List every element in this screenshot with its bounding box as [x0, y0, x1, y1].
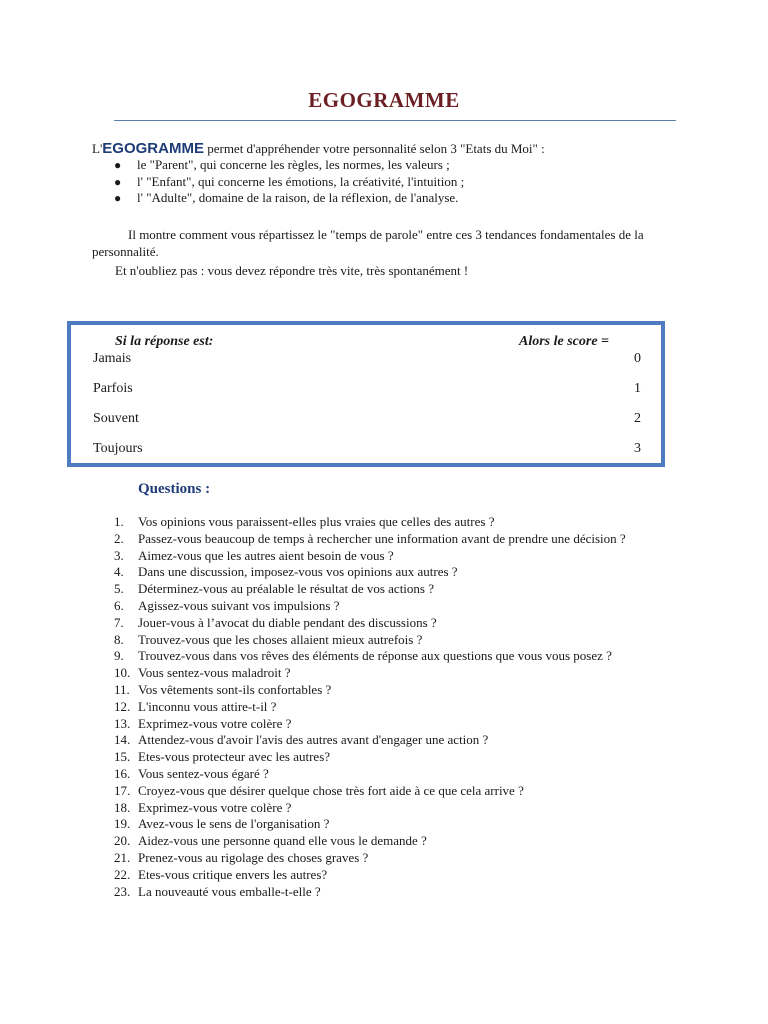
- question-number: 4.: [114, 564, 124, 580]
- document-title: EGOGRAMME: [308, 88, 460, 112]
- question-number: 19.: [114, 816, 131, 832]
- score-value: 1: [634, 381, 641, 396]
- bullet-text: le "Parent", qui concerne les règles, les normes, les valeurs ;: [137, 157, 450, 172]
- question-number: 9.: [114, 648, 124, 664]
- score-label: Souvent: [93, 411, 139, 426]
- question-number: 15.: [114, 749, 131, 765]
- question-text: Trouvez-vous dans vos rêves des éléments de réponse aux questions que vous vous posez ?: [138, 648, 612, 664]
- list-item: [0, 766, 768, 783]
- list-item: [92, 174, 652, 191]
- intro-rest: permet d'appréhender votre personnalité selon 3 "Etats du Moi" :: [203, 141, 545, 156]
- question-number: 2.: [114, 530, 124, 546]
- question-text: Passez-vous beaucoup de temps à rechercher une information avant de prendre une décision ?: [138, 530, 626, 546]
- question-number: 14.: [114, 732, 131, 748]
- list-item: [0, 716, 768, 733]
- score-label: Toujours: [93, 441, 143, 456]
- question-text: L'inconnu vous attire-t-il ?: [138, 698, 277, 714]
- score-row: [93, 411, 641, 427]
- list-item: [0, 564, 768, 581]
- question-number: 21.: [114, 849, 131, 865]
- question-number: 12.: [114, 698, 131, 714]
- list-item: [0, 665, 768, 682]
- question-number: 5.: [114, 581, 124, 597]
- question-number: 10.: [114, 665, 131, 681]
- list-item: [0, 884, 768, 901]
- list-item: [0, 581, 768, 598]
- list-item: [0, 514, 768, 531]
- score-row: [93, 441, 641, 457]
- question-text: Etes-vous critique envers les autres?: [138, 866, 328, 882]
- intro-line: [92, 140, 652, 157]
- question-number: 8.: [114, 631, 124, 647]
- score-row: [93, 381, 641, 397]
- list-item: [0, 682, 768, 699]
- question-text: Vous sentez-vous maladroit ?: [138, 665, 291, 681]
- questions-list: [0, 514, 768, 900]
- question-text: Exprimez-vous votre colère ?: [138, 799, 292, 815]
- question-number: 6.: [114, 597, 124, 613]
- question-number: 16.: [114, 765, 131, 781]
- question-text: Croyez-vous que désirer quelque chose très fort aide à ce que cela arrive ?: [138, 782, 524, 798]
- list-item: [0, 850, 768, 867]
- question-number: 20.: [114, 833, 131, 849]
- score-label: Jamais: [93, 351, 132, 366]
- question-text: Avez-vous le sens de l'organisation ?: [138, 816, 330, 832]
- score-header-left: Si la réponse est:: [115, 334, 214, 349]
- question-text: Exprimez-vous votre colère ?: [138, 715, 292, 731]
- intro-prefix: L': [92, 141, 103, 156]
- paragraph-intro: Il montre comment vous répartissez le "temps de parole" entre ces 3 tendances fondamentales de la personnalité.: [92, 227, 644, 259]
- question-number: 22.: [114, 866, 131, 882]
- bullet-icon: ●: [114, 158, 122, 172]
- list-item: [0, 867, 768, 884]
- bullet-text: l' "Adulte", domaine de la raison, de la réflexion, de l'analyse.: [137, 190, 459, 205]
- question-number: 23.: [114, 883, 131, 899]
- list-item: [0, 800, 768, 817]
- list-item: [0, 749, 768, 766]
- score-header-right: Alors le score =: [519, 334, 610, 349]
- score-value: 2: [634, 411, 641, 426]
- question-number: 13.: [114, 715, 131, 731]
- question-text: Aidez-vous une personne quand elle vous le demande ?: [138, 833, 427, 849]
- question-text: Vous sentez-vous égaré ?: [138, 765, 269, 781]
- list-item: [92, 190, 652, 207]
- score-row: [93, 351, 641, 367]
- question-number: 18.: [114, 799, 131, 815]
- question-number: 1.: [114, 514, 124, 529]
- list-item: [0, 816, 768, 833]
- question-text: Attendez-vous d'avoir l'avis des autres avant d'engager une action ?: [138, 732, 489, 748]
- questions-heading: Questions :: [138, 481, 211, 497]
- score-value: 3: [634, 441, 641, 456]
- question-text: Prenez-vous au rigolage des choses graves ?: [138, 849, 369, 865]
- bullet-icon: ●: [114, 174, 122, 189]
- list-item: [0, 548, 768, 565]
- list-item: [0, 833, 768, 850]
- list-item: [0, 632, 768, 649]
- bullet-icon: ●: [114, 191, 122, 205]
- question-text: Agissez-vous suivant vos impulsions ?: [138, 597, 340, 613]
- score-value: 0: [634, 351, 641, 366]
- question-number: 7.: [114, 614, 124, 630]
- list-item: [0, 598, 768, 615]
- question-text: Déterminez-vous au préalable le résultat de vos actions ?: [138, 581, 434, 597]
- list-item: [0, 531, 768, 548]
- question-text: Vos vêtements sont-ils confortables ?: [138, 681, 332, 697]
- ego-states-list: [92, 157, 652, 207]
- bullet-text: l' "Enfant", qui concerne les émotions, la créativité, l'intuition ;: [137, 173, 465, 189]
- list-item: [0, 783, 768, 800]
- question-number: 17.: [114, 782, 131, 798]
- question-text: Dans une discussion, imposez-vous vos opinions aux autres ?: [138, 564, 458, 580]
- score-table: [67, 321, 665, 467]
- question-text: Vos opinions vous paraissent-elles plus vraies que celles des autres ?: [138, 514, 495, 529]
- list-item: [0, 615, 768, 632]
- paragraph-reminder: Et n'oubliez pas : vous devez répondre très vite, très spontanément !: [115, 263, 469, 278]
- list-item: [92, 157, 652, 174]
- question-text: Etes-vous protecteur avec les autres?: [138, 749, 331, 765]
- list-item: [0, 732, 768, 749]
- question-text: La nouveauté vous emballe-t-elle ?: [138, 883, 321, 899]
- question-text: Aimez-vous que les autres aient besoin de vous ?: [138, 547, 394, 563]
- question-text: Trouvez-vous que les choses allaient mieux autrefois ?: [138, 631, 423, 647]
- score-label: Parfois: [93, 381, 133, 396]
- list-item: [0, 648, 768, 665]
- intro-section: [92, 140, 652, 207]
- intro-brand: EGOGRAMME: [102, 140, 204, 157]
- list-item: [0, 699, 768, 716]
- question-number: 3.: [114, 547, 124, 563]
- question-number: 11.: [114, 681, 130, 697]
- question-text: Jouer-vous à l’avocat du diable pendant des discussions ?: [138, 614, 437, 630]
- title-underline: [114, 120, 676, 121]
